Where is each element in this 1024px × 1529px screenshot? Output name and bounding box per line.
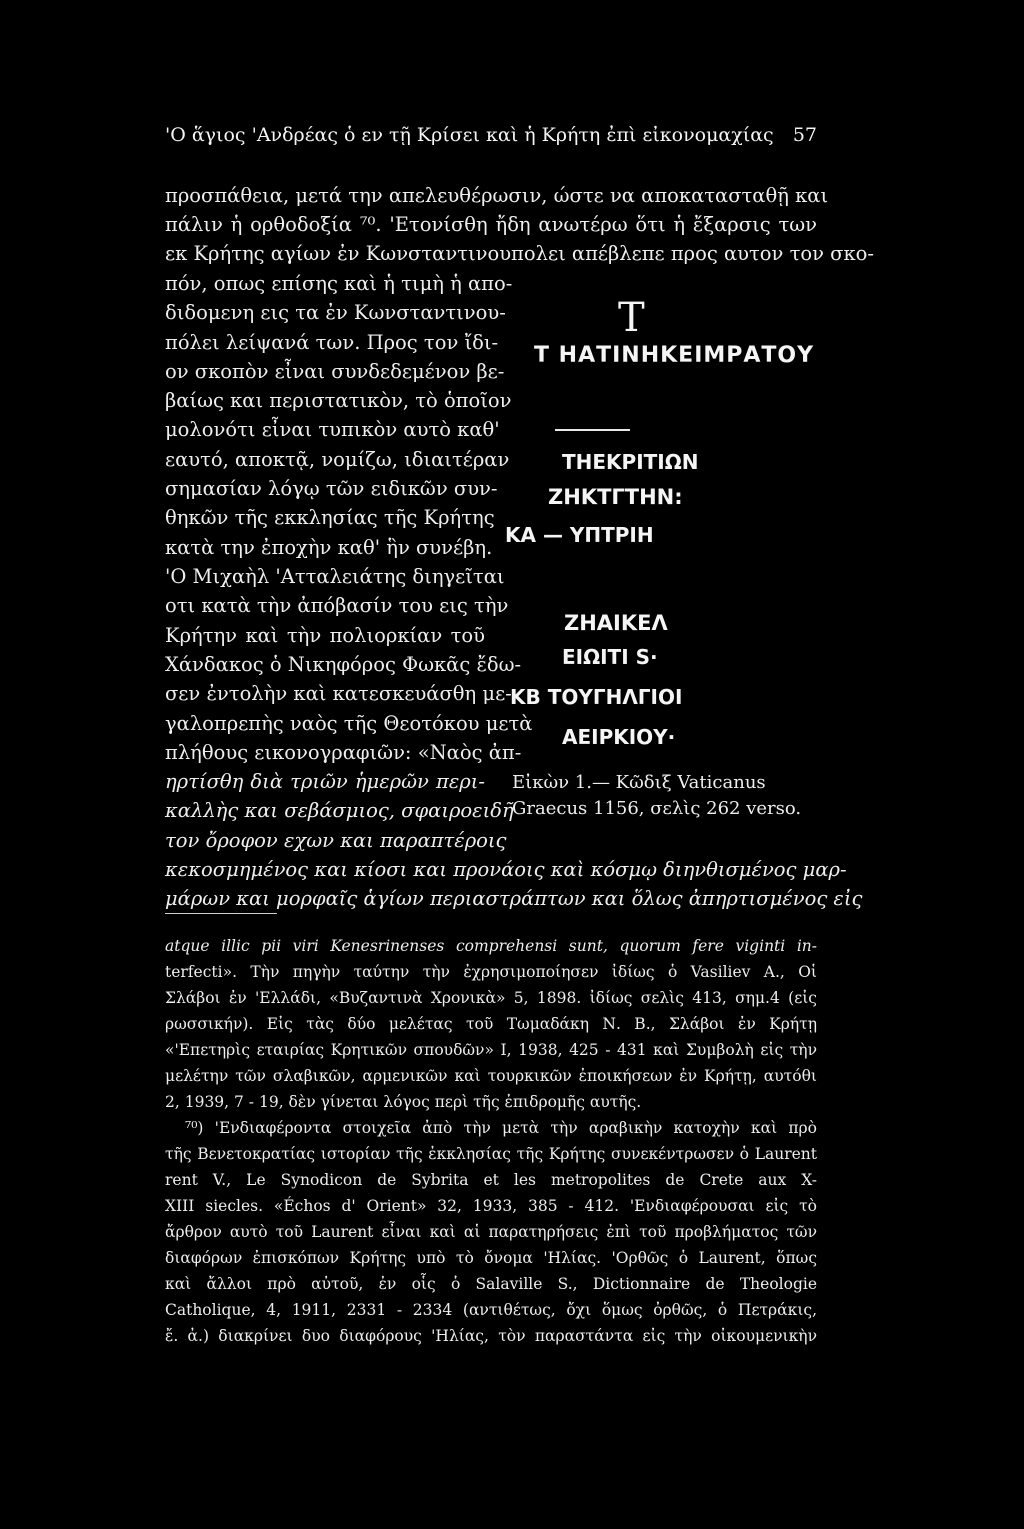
body-line: Κρήτην καὶ τὴν πολιορκίαν τοῦ	[165, 624, 485, 647]
body-line: θηκῶν τῆς εκκλησίας τῆς Κρήτης	[165, 506, 495, 529]
footnote-line: Σλάβοι ἐν 'Ελλάδι, «Βυζαντινὰ Χρονικὰ» 5, 1898. ἰδίως σελὶς 413, σημ.4 (εἰς	[165, 989, 817, 1007]
figure-line: ΚΒ ΤΟΥΓΗΛΓΙΟΙ	[510, 685, 683, 709]
footnote-line: ρωσσικήν). Εἰς τὰς δύο μελέτας τοῦ Τωμαδάκη Ν. Β., Σλάβοι ἐν Κρήτῃ	[165, 1015, 817, 1033]
body-line: σημασίαν λόγῳ τῶν ειδικῶν συν-	[165, 477, 498, 500]
figure-line: ΚΑ — ΥΠΤΡΙΗ	[505, 523, 654, 547]
figure-line: ΖΗΚΤΓΤΗΝ:	[548, 485, 683, 509]
footnote-line: διαφόρων ἐπισκόπων Κρήτης υπὸ τὸ ὄνομα 'Ηλίας. 'Ορθῶς ὁ Laurent, ὅπως	[165, 1249, 817, 1267]
body-line: εκ Κρήτης αγίων ἐν Κωνσταντινουπολει απέβλεπε προς αυτον τον σκο-	[165, 242, 875, 265]
body-line: πλήθους εικονογραφιῶν: «Ναὸς ἀπ-	[165, 741, 522, 764]
figure-line: ΖΗΑΙΚΕΛ	[564, 611, 668, 635]
footnote-line: ἄρθρον αυτὸ τοῦ Laurent εἶναι καὶ αἱ παρατηρήσεις ἐπὶ τοῦ προβλήματος τῶν	[165, 1223, 817, 1241]
body-line: Χάνδακος ὁ Νικηφόρος Φωκᾶς ἔδω-	[165, 653, 522, 676]
footnote-line: «'Επετηρὶς εταιρίας Κρητικῶν σπουδῶν» I, 1938, 425 - 431 καὶ Συμβολὴ εἰς τὴν	[165, 1041, 817, 1059]
figure-rule	[555, 429, 630, 431]
body-line: βαίως και περιστατικὸν, τὸ ὁποῖον	[165, 389, 512, 412]
footnote-line: Catholique, 4, 1911, 2331 - 2334 (αντιθέτως, ὄχι ὅμως ὀρθῶς, ὁ Πετράκις,	[165, 1301, 817, 1319]
figure-line: ΕΙΩΙΤΙ S·	[562, 645, 658, 669]
footnote-line: ἔ. ἀ.) διακρίνει δυο διαφόρους 'Ηλίας, τὸν παραστάντα εἰς τὴν οἰκουμενικὴν	[165, 1327, 817, 1345]
footnote-line: μελέτην τῶν σλαβικῶν, αρμενικῶν καὶ τουρκικῶν ἐποικήσεων ἐν Κρήτῃ, αυτόθι	[165, 1067, 817, 1085]
body-line: μάρων και μορφαῖς ἁγίων περιαστράπτων και ὅλως ἀπηρτισμένος εἰς	[165, 887, 863, 910]
footnote-line: rent V., Le Synodicon de Sybrita et les metropolites de Crete aux X-	[165, 1171, 817, 1189]
body-line: κατὰ την ἐποχὴν καθ' ἣν συνέβη.	[165, 536, 493, 559]
figure-line: T	[618, 295, 645, 341]
body-line: κεκοσμημένος και κίοσι και προνάοις καὶ κόσμῳ διηνθισμένος μαρ-	[165, 858, 847, 881]
footnote-line: terfecti». Τὴν πηγὴν ταύτην τὴν ἐχρησιμοποίησεν ἰδίως ὁ Vasiliev A., Οἱ	[165, 963, 817, 981]
manuscript-figure	[500, 295, 825, 760]
body-line: προσπάθεια, μετά την απελευθέρωσιν, ώστε να αποκατασταθῇ και	[165, 184, 829, 207]
body-line: τον ὄροφον εχων και παραπτέροις	[165, 829, 507, 852]
body-line: πόλει λείψανά των. Προς τον ἴδι-	[165, 331, 499, 354]
figure-caption	[512, 770, 812, 822]
running-title: 'Ο ἅγιος 'Ανδρέας ὁ εν τῇ Κρίσει καὶ ἡ Κρήτη ἐπὶ εἰκονομαχίας	[165, 124, 774, 146]
body-line: οτι κατὰ τὴν ἀπόβασίν του εις τὴν	[165, 594, 509, 617]
footnote-divider	[165, 913, 277, 914]
figure-line: ΤΗΕΚΡΙΤΙΩΝ	[562, 450, 699, 474]
body-line: καλλὴς και σεβάσμιος, σφαιροειδῆ	[165, 799, 514, 822]
caption-line-2: Graecus 1156, σελὶς 262 verso.	[512, 798, 802, 819]
body-line: ηρτίσθη διὰ τριῶν ἡμερῶν περι-	[165, 770, 485, 793]
body-line: εαυτό, αποκτᾷ, νομίζω, ιδιαιτέραν	[165, 448, 510, 471]
caption-line-1: Εἰκὼν 1.— Κῶδιξ Vaticanus	[512, 772, 766, 793]
footnote-line: XIII siecles. «Échos d' Orient» 32, 1933, 385 - 412. 'Ενδιαφέρουσαι εἰς τὸ	[165, 1197, 817, 1215]
footnote-line: ⁷⁰) 'Ενδιαφέροντα στοιχεῖα ἀπὸ τὴν μετὰ τὴν αραβικὴν κατοχὴν καὶ πρὸ	[185, 1119, 817, 1137]
body-line: πόν, οπως επίσης καὶ ἡ τιμὴ ἡ απο-	[165, 272, 513, 295]
footnote-line: τῆς Βενετοκρατίας ιστορίαν τῆς ἐκκλησίας τῆς Κρήτης συνεκέντρωσεν ὁ Laurent	[165, 1145, 817, 1163]
body-line: ον σκοπὸν εἶναι συνδεδεμένον βε-	[165, 360, 505, 383]
body-line: μολονότι εἶναι τυπικὸν αυτὸ καθ'	[165, 418, 500, 441]
footnote-line: atque illic pii viri Kenesrinenses comprehensi sunt, quorum fere viginti in-	[165, 937, 817, 955]
body-line: γαλοπρεπὴς ναὸς τῆς Θεοτόκου μετὰ	[165, 712, 533, 735]
footnote-line: 2, 1939, 7 - 19, δὲν γίνεται λόγος περὶ τῆς ἐπιδρομῆς αυτῆς.	[165, 1093, 642, 1111]
figure-line: ΑΕΙΡΚΙΟΥ·	[562, 725, 676, 749]
figure-line: Τ ΗΑΤΙΝΗΚΕΙΜΡΑΤΟΥ	[534, 343, 815, 368]
body-line: πάλιν ἡ ορθοδοξία ⁷⁰. 'Ετονίσθη ἤδη ανωτέρω ὅτι ἡ ἔξαρσις των	[165, 213, 817, 236]
footnote-line: καὶ ἄλλοι πρὸ αὐτοῦ, ἐν οἷς ὁ Salaville S., Dictionnaire de Theologie	[165, 1275, 817, 1293]
page-number: 57	[792, 124, 817, 146]
body-line: 'Ο Μιχαὴλ 'Ατταλειάτης διηγεῖται	[165, 565, 505, 588]
body-line: σεν ἐντολὴν καὶ κατεσκευάσθη με-	[165, 682, 512, 705]
body-line: διδομενη εις τα ἐν Κωνσταντινου-	[165, 301, 506, 324]
page-header	[165, 124, 817, 154]
